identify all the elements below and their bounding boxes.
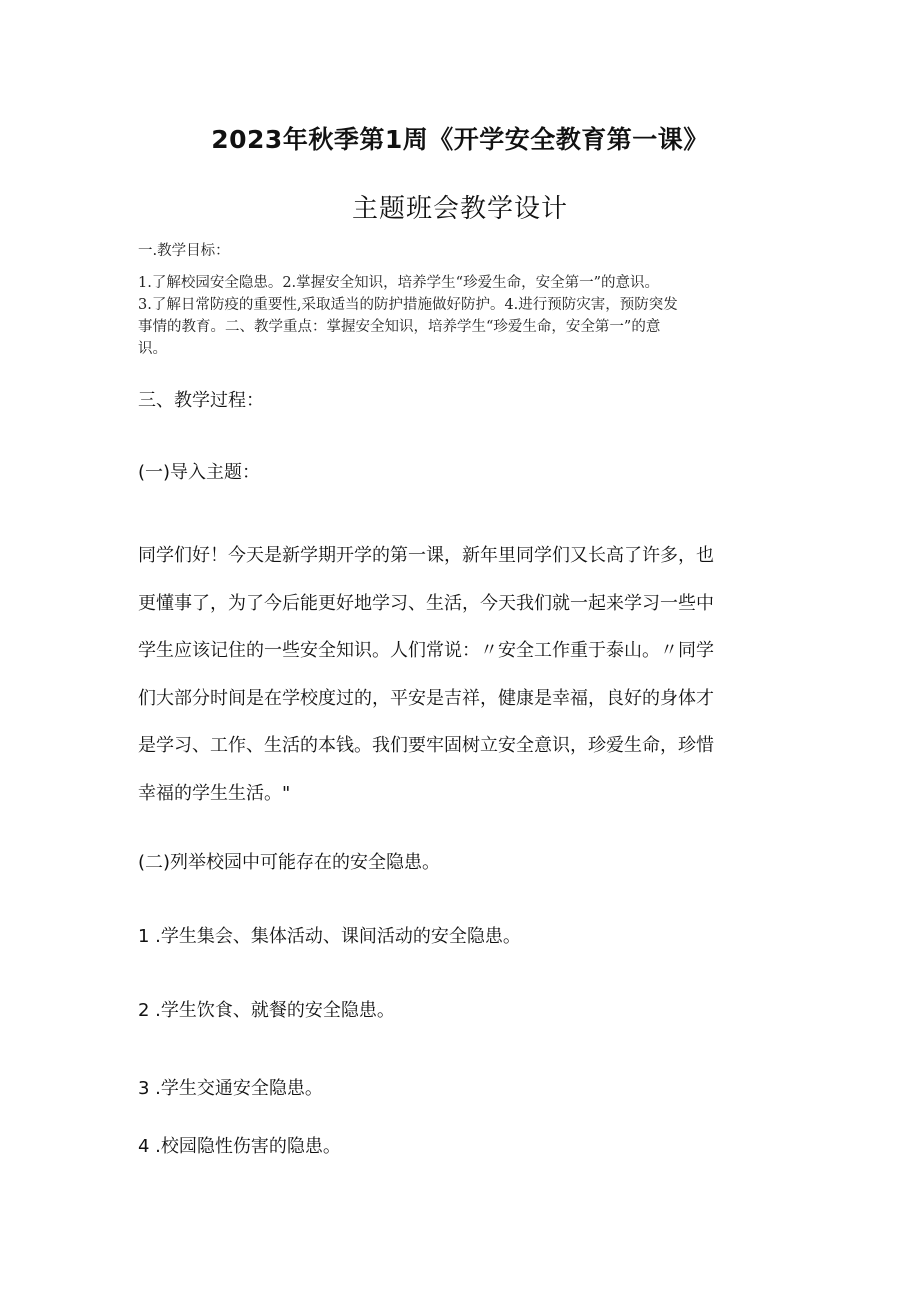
intro-line: 们大部分时间是在学校度过的，平安是吉祥，健康是幸福，良好的身体才 — [138, 687, 714, 709]
intro-heading: (一)导入主题： — [138, 462, 261, 483]
objectives-heading: 一.教学目标： — [138, 243, 230, 259]
intro-line: 学生应该记住的一些安全知识。人们常说：〃安全工作重于泰山。〃同学 — [138, 640, 714, 661]
intro-line: 幸福的学生生活。" — [138, 782, 291, 804]
intro-line: 同学们好！今天是新学期开学的第一课，新年里同学们又长高了许多，也 — [138, 545, 714, 566]
intro-line: 是学习、工作、生活的本钱。我们要牢固树立安全意识，珍爱生命，珍惜 — [138, 735, 714, 756]
intro-paragraph — [138, 532, 788, 817]
document-title: 2023年秋季第1周《开学安全教育第一课》 — [211, 125, 709, 154]
hazard-list-item: 1 .学生集会、集体活动、课间活动的安全隐患。 — [138, 926, 521, 947]
objectives-paragraph — [138, 272, 788, 360]
objectives-line: 1.了解校园安全隐患。2.掌握安全知识，培养学生“珍爱生命，安全第一”的意识。 — [138, 275, 659, 291]
objectives-line: 事情的教育。二、教学重点：掌握安全知识，培养学生“珍爱生命，安全第一”的意 — [138, 319, 661, 335]
hazard-list-item: 2 .学生饮食、就餐的安全隐患。 — [138, 1000, 395, 1021]
objectives-line: 3.了解日常防疫的重要性,采取适当的防护措施做好防护。4.进行预防灾害，预防突发 — [138, 297, 678, 313]
hazard-list-item: 4 .校园隐性伤害的隐患。 — [138, 1136, 341, 1157]
hazard-list-item: 3 .学生交通安全隐患。 — [138, 1078, 323, 1099]
objectives-line: 识。 — [138, 341, 167, 357]
process-heading: 三、教学过程： — [138, 390, 264, 411]
hazards-heading: (二)列举校园中可能存在的安全隐患。 — [138, 852, 441, 873]
intro-line: 更懂事了，为了今后能更好地学习、生活，今天我们就一起来学习一些中 — [138, 592, 714, 614]
document-subtitle: 主题班会教学设计 — [351, 194, 568, 224]
